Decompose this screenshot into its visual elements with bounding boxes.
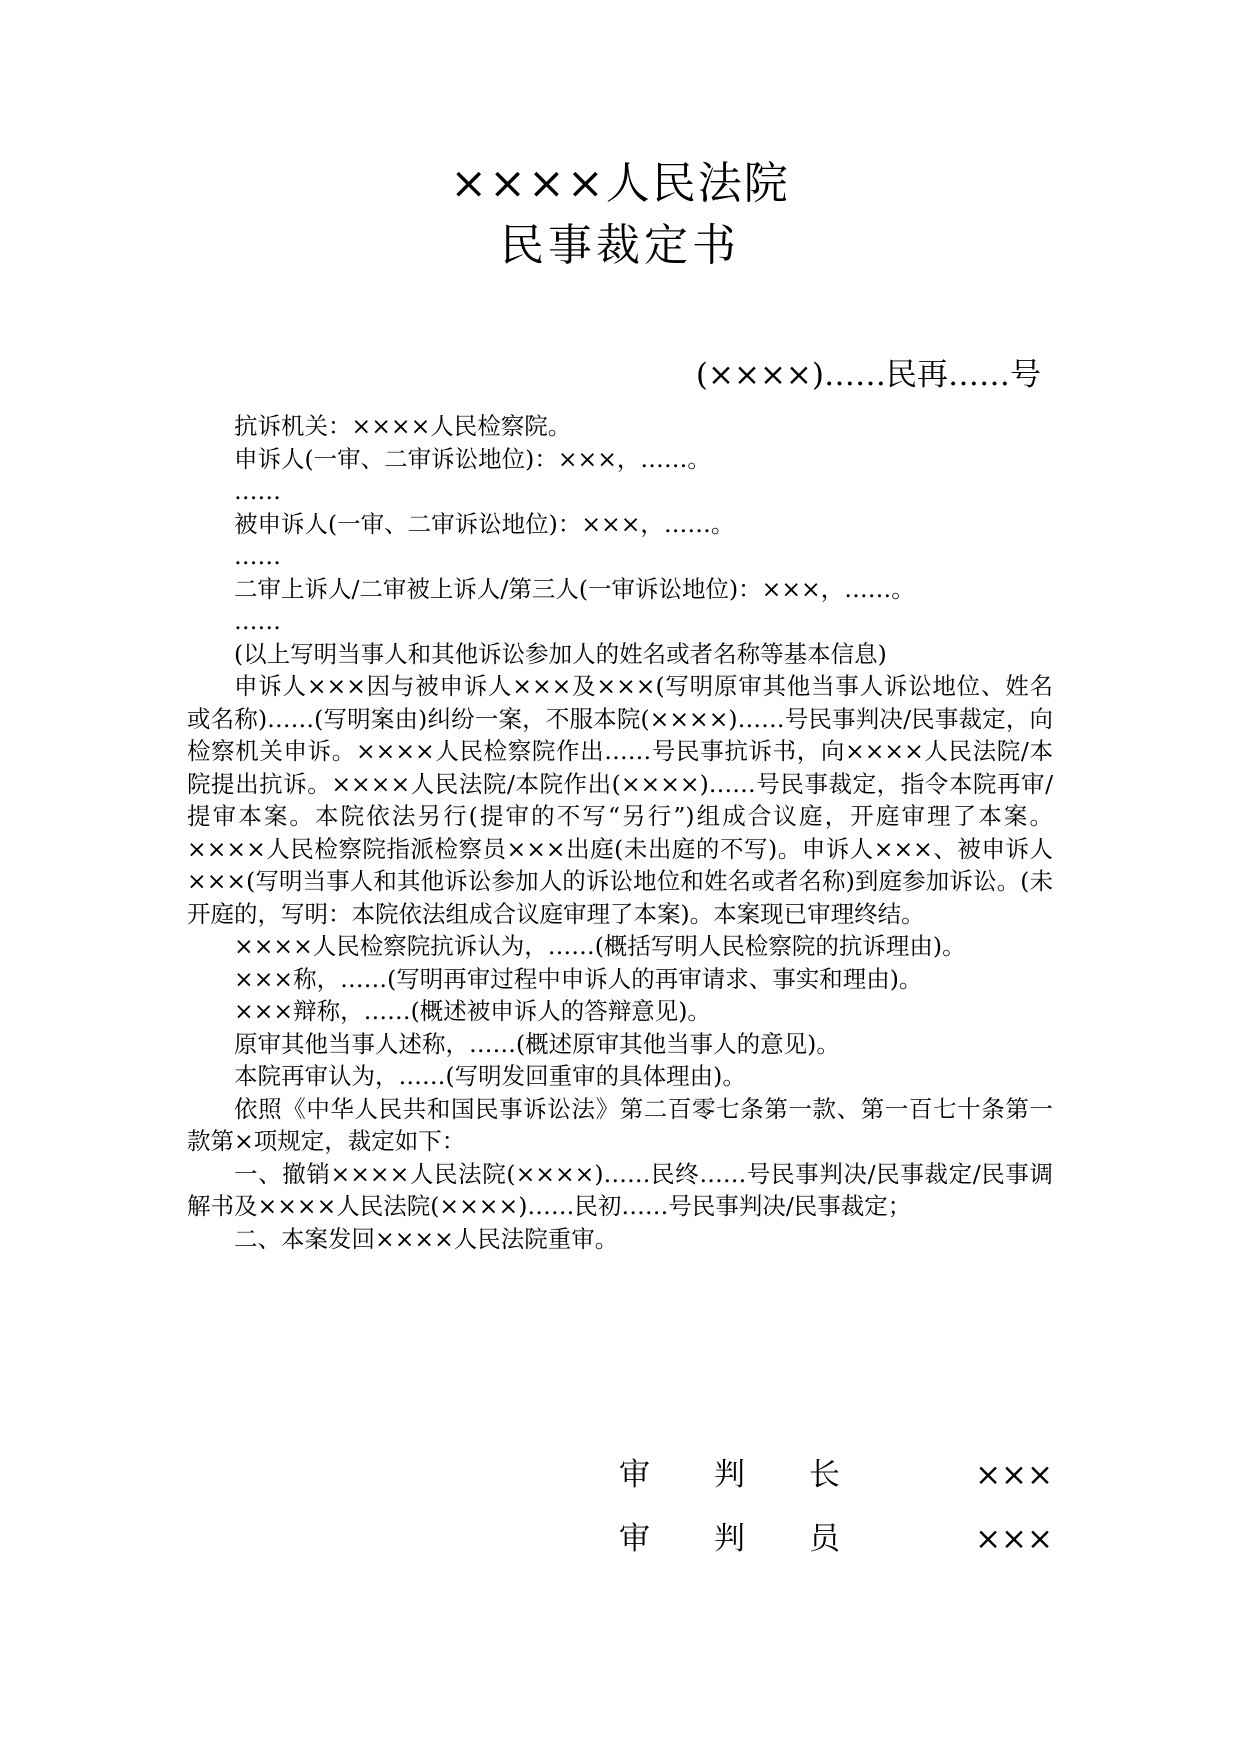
document-body: [187, 410, 1053, 1255]
role-char: 长: [809, 1457, 840, 1493]
paragraph-protest-authority: 抗诉机关：××××人民检察院。: [234, 412, 572, 440]
paragraph-other-parties: 二审上诉人/二审被上诉人/第三人(一审诉讼地位)：×××，……。: [234, 574, 915, 603]
paragraph-ruling-item-2: 二、本案发回××××人民法院重审。: [234, 1224, 619, 1253]
paragraph-procuratorate-opinion: ××××人民检察院抗诉认为，……(概括写明人民检察院的抗诉理由)。: [234, 932, 966, 960]
paragraph-ruling-item-1: 一、撤销××××人民法院(××××)……民终……号民事判决/民事裁定/民事调解书及××××人民法院(××××)……民初……号民事判决/民事裁定；: [187, 1159, 1053, 1220]
paragraph-ellipsis: ……: [234, 477, 281, 505]
case-number: (××××)……民再……号: [695, 357, 1041, 393]
paragraph-appellant-claim: ×××称，……(写明再审过程中申诉人的再审请求、事实和理由)。: [234, 964, 923, 993]
role-char: 审: [619, 1457, 650, 1493]
signature-role: [619, 1519, 869, 1559]
paragraph-legal-basis: 依照《中华人民共和国民事诉讼法》第二百零七条第一款、第一百七十条第一款第×项规定，裁定如下：: [187, 1094, 1053, 1155]
paragraph-appellant: 申诉人(一审、二审诉讼地位)：×××，……。: [234, 444, 711, 473]
court-name: ××××人民法院: [450, 158, 790, 209]
paragraph-parties-note: (以上写明当事人和其他诉讼参加人的姓名或者名称等基本信息): [234, 639, 887, 668]
paragraph-other-parties-statement: 原审其他当事人述称，……(概述原审其他当事人的意见)。: [234, 1029, 840, 1058]
paragraph-case-history: 申诉人×××因与被申诉人×××及×××(写明原审其他当事人诉讼地位、姓名或名称)……(写明案由)纠纷一案，不服本院(××××)……号民事判决/民事裁定，向检察机关申诉。××××人民检察院作出……号民事抗诉书，向××××人民法院/本院提出抗诉。××××人民法院/本院作出(××××)……号民事裁定，指令本院再审/提审本案。本院依法另行(提审的不写“另行”)组成合议庭，开庭审理了本案。××××人民检察院指派检察员×××出庭(未出庭的不写)。申诉人×××、被申诉人×××(写明当事人和其他诉讼参加人的诉讼地位和姓名或者名称)到庭参加诉讼。(未开庭的，写明：本院依法组成合议庭审理了本案)。本案现已审理终结。: [187, 672, 1053, 928]
paragraph-ellipsis: ……: [234, 607, 281, 635]
paragraph-respondent: 被申诉人(一审、二审诉讼地位)：×××，……。: [234, 509, 735, 538]
signature-name: ×××: [975, 1457, 1053, 1493]
role-char: 判: [714, 1521, 745, 1557]
signature-name: ×××: [975, 1521, 1053, 1557]
role-char: 判: [714, 1457, 745, 1493]
paragraph-respondent-defense: ×××辩称，……(概述被申诉人的答辩意见)。: [234, 997, 711, 1025]
document-title: 民事裁定书: [500, 220, 740, 271]
role-char: 审: [619, 1521, 650, 1557]
paragraph-ellipsis: ……: [234, 542, 281, 570]
role-char: 员: [809, 1521, 840, 1557]
signature-role: [619, 1455, 869, 1495]
paragraph-court-opinion: 本院再审认为，……(写明发回重审的具体理由)。: [234, 1062, 746, 1090]
